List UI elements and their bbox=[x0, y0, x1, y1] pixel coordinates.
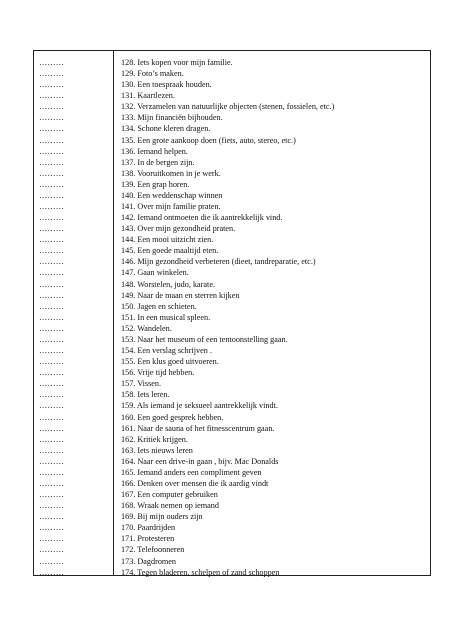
activity-text: 132. Verzamelen van natuurlijke objecten (stenen, fossielen, etc.) bbox=[121, 102, 335, 112]
activity-row bbox=[33, 179, 431, 190]
score-blank[interactable]: ……… bbox=[39, 423, 65, 433]
activity-text: 133. Mijn financiën bijhouden. bbox=[121, 113, 223, 123]
activity-row bbox=[33, 533, 431, 544]
activity-text: 135. Een grote aankoop doen (fiets, auto, stereo, etc.) bbox=[121, 135, 296, 145]
activity-text: 136. Iemand helpen. bbox=[121, 146, 188, 156]
score-blank[interactable]: ……… bbox=[39, 323, 65, 333]
activity-row bbox=[33, 312, 431, 323]
activity-row bbox=[33, 112, 431, 123]
score-blank[interactable]: ……… bbox=[39, 290, 65, 300]
activity-text: 172. Telefoonneren bbox=[121, 545, 185, 555]
activity-row bbox=[33, 445, 431, 456]
activity-text: 155. Een klus goed uitvoeren. bbox=[121, 357, 219, 367]
activity-text: 147. Gaan winkelen. bbox=[121, 268, 189, 278]
activity-text: 162. Kritiek krijgen. bbox=[121, 434, 188, 444]
activity-text: 164. Naar een drive-in gaan , bijv. Mac Donalds bbox=[121, 456, 279, 466]
activity-text: 130. Een toespraak houden. bbox=[121, 80, 212, 90]
activity-text: 142. Iemand ontmoeten die ik aantrekkelijk vind. bbox=[121, 213, 283, 223]
activity-text: 159. Als iemand je seksueel aantrekkelijk vindt. bbox=[121, 401, 278, 411]
activity-row bbox=[33, 334, 431, 345]
activity-text: 158. Iets leren. bbox=[121, 390, 170, 400]
activity-row bbox=[33, 345, 431, 356]
activity-row bbox=[33, 245, 431, 256]
score-blank[interactable]: ……… bbox=[39, 179, 65, 189]
activity-text: 157. Vissen. bbox=[121, 379, 162, 389]
activity-text: 154. Een verslag schrijven . bbox=[121, 346, 212, 356]
activity-text: 152. Wandelen. bbox=[121, 323, 172, 333]
activity-text: 170. Paardrijden bbox=[121, 523, 176, 533]
score-blank[interactable]: ……… bbox=[39, 501, 65, 511]
activity-row bbox=[33, 556, 431, 567]
score-blank[interactable]: ……… bbox=[39, 135, 65, 145]
activity-row bbox=[33, 367, 431, 378]
activity-row bbox=[33, 356, 431, 367]
activity-row bbox=[33, 522, 431, 533]
activity-row bbox=[33, 101, 431, 112]
activity-text: 160. Een goed gesprek hebben. bbox=[121, 412, 224, 422]
activity-text: 173. Dagdromen bbox=[121, 556, 177, 566]
activity-text: 144. Een mooi uitzicht zien. bbox=[121, 235, 214, 245]
activity-row bbox=[33, 567, 431, 578]
score-blank[interactable]: ……… bbox=[39, 445, 65, 455]
activity-text: 150. Jagen en schieten. bbox=[121, 301, 197, 311]
activity-row bbox=[33, 168, 431, 179]
activity-row bbox=[33, 68, 431, 79]
activity-text: 146. Mijn gezondheid verbeteren (dieet, tandreparatie, etc.) bbox=[121, 257, 316, 267]
activity-row bbox=[33, 544, 431, 555]
score-blank[interactable]: ……… bbox=[39, 301, 65, 311]
score-blank[interactable]: ……… bbox=[39, 91, 65, 101]
activity-row bbox=[33, 90, 431, 101]
activity-text: 129. Foto’s maken. bbox=[121, 69, 184, 79]
score-blank[interactable]: ……… bbox=[39, 567, 65, 577]
score-blank[interactable]: ……… bbox=[39, 268, 65, 278]
activity-row bbox=[33, 500, 431, 511]
score-blank[interactable]: ……… bbox=[39, 168, 65, 178]
score-blank[interactable]: ……… bbox=[39, 246, 65, 256]
score-blank[interactable]: ……… bbox=[39, 146, 65, 156]
activity-text: 145. Een goede maaltijd eten. bbox=[121, 246, 219, 256]
activity-row bbox=[33, 57, 431, 68]
activity-text: 165. Iemand anders een compliment geven bbox=[121, 467, 262, 477]
activity-row bbox=[33, 323, 431, 334]
activity-text: 151. In een musical spleen. bbox=[121, 312, 211, 322]
activity-row bbox=[33, 223, 431, 234]
activity-text: 169. Bij mijn ouders zijn bbox=[121, 512, 203, 522]
score-blank[interactable]: ……… bbox=[39, 213, 65, 223]
score-blank[interactable]: ……… bbox=[39, 69, 65, 79]
activity-text: 156. Vrije tijd hebben. bbox=[121, 368, 195, 378]
activity-row bbox=[33, 389, 431, 400]
activity-row bbox=[33, 456, 431, 467]
activity-row bbox=[33, 190, 431, 201]
activity-text: 137. In de bergen zijn. bbox=[121, 157, 195, 167]
activity-text: 128. Iets kopen voor mijn familie. bbox=[121, 58, 233, 67]
score-blank[interactable]: ……… bbox=[39, 467, 65, 477]
score-blank[interactable]: ……… bbox=[39, 556, 65, 566]
score-blank[interactable]: ……… bbox=[39, 523, 65, 533]
activity-text: 131. Kaartlezen. bbox=[121, 91, 175, 101]
activity-list bbox=[33, 57, 431, 578]
activity-text: 141. Over mijn familie praten. bbox=[121, 202, 221, 212]
score-blank[interactable]: ……… bbox=[39, 401, 65, 411]
activity-row bbox=[33, 290, 431, 301]
activity-row bbox=[33, 423, 431, 434]
activity-row bbox=[33, 400, 431, 411]
score-blank[interactable]: ……… bbox=[39, 357, 65, 367]
score-blank[interactable]: ……… bbox=[39, 346, 65, 356]
activity-text: 167. Een computer gebruiken bbox=[121, 490, 218, 500]
activity-row bbox=[33, 489, 431, 500]
activity-row bbox=[33, 434, 431, 445]
score-blank[interactable]: ……… bbox=[39, 224, 65, 234]
activity-row bbox=[33, 378, 431, 389]
score-blank[interactable]: ……… bbox=[39, 202, 65, 212]
activity-row bbox=[33, 146, 431, 157]
activity-text: 139. Een grap horen. bbox=[121, 179, 190, 189]
activity-text: 153. Naar het museum of een tentoonstelling gaan. bbox=[121, 334, 288, 344]
score-blank[interactable]: ……… bbox=[39, 257, 65, 267]
score-blank[interactable]: ……… bbox=[39, 434, 65, 444]
activity-row bbox=[33, 212, 431, 223]
score-blank[interactable]: ……… bbox=[39, 235, 65, 245]
score-blank[interactable]: ……… bbox=[39, 478, 65, 488]
activity-row bbox=[33, 478, 431, 489]
activity-text: 174. Tegen bladeren, schelpen of zand schoppen bbox=[121, 567, 280, 577]
activity-text: 168. Wraak nemen op iemand bbox=[121, 501, 219, 511]
activity-row bbox=[33, 123, 431, 134]
activity-text: 140. Een weddenschap winnen bbox=[121, 190, 223, 200]
activity-row bbox=[33, 157, 431, 168]
score-blank[interactable]: ……… bbox=[39, 412, 65, 422]
activity-row bbox=[33, 267, 431, 278]
score-blank[interactable]: ……… bbox=[39, 334, 65, 344]
score-blank[interactable]: ……… bbox=[39, 190, 65, 200]
score-blank[interactable]: ……… bbox=[39, 157, 65, 167]
score-blank[interactable]: ……… bbox=[39, 379, 65, 389]
score-blank[interactable]: ……… bbox=[39, 390, 65, 400]
activity-text: 163. Iets nieuws leren bbox=[121, 445, 193, 455]
activity-text: 171. Protesteren bbox=[121, 534, 175, 544]
activity-row bbox=[33, 201, 431, 212]
score-blank[interactable]: ……… bbox=[39, 490, 65, 500]
activity-row bbox=[33, 135, 431, 146]
activity-text: 161. Naar de sauna of het fitnesscentrum gaan. bbox=[121, 423, 275, 433]
activity-text: 148. Worstelen, judo, karate. bbox=[121, 279, 216, 289]
activity-row bbox=[33, 79, 431, 90]
score-blank[interactable]: ……… bbox=[39, 124, 65, 134]
score-blank[interactable]: ……… bbox=[39, 368, 65, 378]
activity-row bbox=[33, 301, 431, 312]
score-blank[interactable]: ……… bbox=[39, 456, 65, 466]
activity-row bbox=[33, 412, 431, 423]
activity-row bbox=[33, 279, 431, 290]
activity-row bbox=[33, 467, 431, 478]
score-blank[interactable]: ……… bbox=[39, 80, 65, 90]
activity-row bbox=[33, 511, 431, 522]
activity-text: 138. Vooruitkomen in je werk. bbox=[121, 168, 221, 178]
score-blank[interactable]: ……… bbox=[39, 102, 65, 112]
score-blank[interactable]: ……… bbox=[39, 279, 65, 289]
score-blank[interactable]: ……… bbox=[39, 545, 65, 555]
activity-text: 166. Denken over mensen die ik aardig vindt bbox=[121, 478, 269, 488]
activity-text: 149. Naar de maan en sterren kijken bbox=[121, 290, 240, 300]
score-blank[interactable]: ……… bbox=[39, 534, 65, 544]
activity-row bbox=[33, 234, 431, 245]
score-blank[interactable]: ……… bbox=[39, 58, 65, 67]
score-blank[interactable]: ……… bbox=[39, 512, 65, 522]
activity-text: 134. Schone kleren dragen. bbox=[121, 124, 211, 134]
activity-text: 143. Over mijn gezondheid praten. bbox=[121, 224, 236, 234]
score-blank[interactable]: ……… bbox=[39, 113, 65, 123]
score-blank[interactable]: ……… bbox=[39, 312, 65, 322]
activity-row bbox=[33, 256, 431, 267]
